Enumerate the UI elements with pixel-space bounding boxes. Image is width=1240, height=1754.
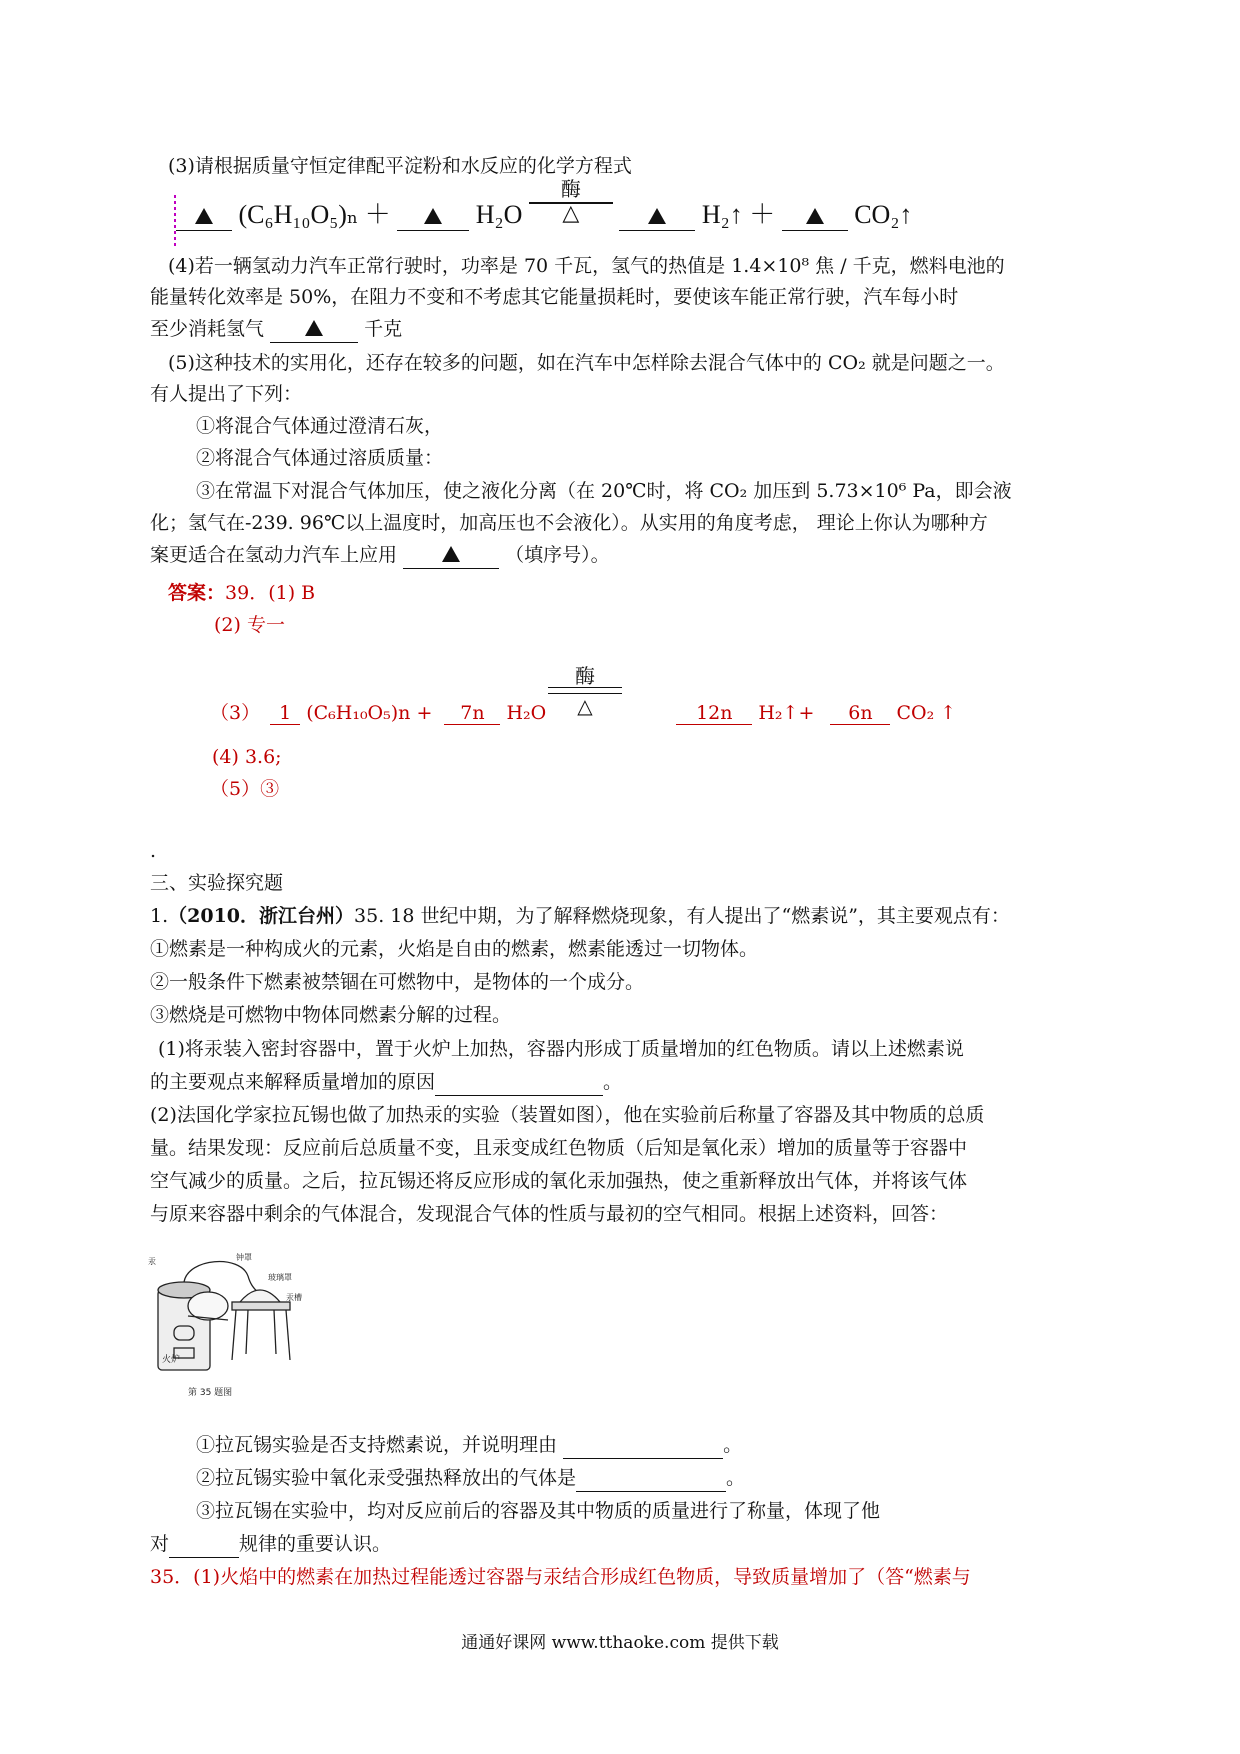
triangle-icon — [806, 208, 824, 224]
q5-line1: (5)这种技术的实用化，还存在较多的问题，如在汽车中怎样除去混合气体中的 CO₂ 就是问题之一。 — [168, 352, 1005, 374]
label-furnace: 火炉 — [162, 1355, 181, 1365]
subq-1-period: 。 — [723, 1434, 743, 1456]
answer-product-2: CO₂ ↑ — [896, 702, 957, 724]
released-gas-blank[interactable] — [576, 1465, 726, 1492]
q5-option-1: ①将混合气体通过澄清石灰， — [196, 415, 444, 437]
coef-blank-2[interactable] — [397, 200, 469, 231]
subq-1-text: ①拉瓦锡实验是否支持燃素说，并说明理由 — [196, 1434, 558, 1456]
answer-equation — [210, 698, 956, 725]
figure-caption: 第 35 题图 — [188, 1388, 233, 1398]
problem1-q1-line2 — [150, 1069, 622, 1096]
answer-reactant-1: (C₆H₁₀O₅)n + — [306, 702, 433, 724]
problem1-q2-line3: 空气减少的质量。之后，拉瓦锡还将反应形成的氧化汞加强热，使之重新释放出气体，并将该气体 — [150, 1170, 968, 1192]
q5-option-3-line3 — [150, 542, 610, 569]
answer-35: 35．(1)火焰中的燃素在加热过程能透过容器与汞结合形成红色物质，导致质量增加了（答“燃素与 — [150, 1566, 971, 1588]
triangle-icon — [305, 320, 323, 336]
problem-source: （2010．浙江台州） — [168, 905, 355, 927]
answer-condition-enzyme: 酶 — [575, 664, 595, 688]
triangle-icon — [442, 546, 460, 562]
subq-3-suffix: 规律的重要认识。 — [239, 1533, 392, 1555]
problem-number: 1. — [150, 905, 169, 927]
q4-line2: 能量转化效率是 50%，在阻力不变和不考虑其它能量损耗时，要使该车能正常行驶，汽车每小时 — [150, 286, 959, 308]
plus-sign: ＋ — [364, 200, 391, 229]
coef-blank-4[interactable] — [782, 200, 848, 231]
condition-enzyme: 酶 — [560, 179, 581, 201]
equals-bar-top — [548, 687, 622, 688]
subq-2-text: ②拉瓦锡实验中氧化汞受强热释放出的气体是 — [196, 1467, 577, 1489]
chemical-equation — [176, 179, 913, 231]
phlogiston-point-2: ②一般条件下燃素被禁锢在可燃物中，是物体的一个成分。 — [150, 971, 645, 993]
law-blank[interactable] — [169, 1531, 239, 1558]
triangle-icon — [424, 208, 442, 224]
apparatus-drawing — [148, 1250, 308, 1400]
product-co2: CO₂↑ — [854, 200, 913, 229]
subq-2 — [196, 1465, 745, 1492]
answer-condition-heat: △ — [577, 694, 593, 718]
q5-line3-text: 案更适合在氢动力汽车上应用 — [150, 544, 398, 566]
reactant-starch: (C₆H₁₀O₅)ₙ — [238, 200, 359, 229]
q5-line3-suffix: （填序号）。 — [505, 544, 610, 566]
problem-intro-text: 35. 18 世纪中期，为了解释燃烧现象，有人提出了“燃素说”，其主要观点有： — [354, 905, 1010, 927]
answer-line5: （5）③ — [210, 778, 280, 800]
label-glass: 玻璃罩 — [268, 1273, 292, 1282]
label-bell: 钟罩 — [236, 1253, 252, 1262]
page-footer: 通通好课网 www.tthaoke.com 提供下载 — [461, 1633, 779, 1653]
answer-line4: (4) 3.6; — [212, 746, 282, 768]
q5-line2: 有人提出了下列： — [150, 383, 303, 405]
section-heading: 三、实验探究题 — [150, 872, 284, 894]
subq-3-prefix: 对 — [150, 1533, 170, 1555]
problem1-q2-line1: (2)法国化学家拉瓦锡也做了加热汞的实验（装置如图），他在实验前后称量了容器及其中物质的总质 — [150, 1104, 985, 1126]
stray-dot: . — [150, 840, 157, 862]
answer-line2: (2) 专一 — [214, 614, 285, 636]
answer-product-1: H₂↑+ — [758, 702, 815, 724]
answer-coef-3: 12n — [676, 702, 752, 725]
answer-reactant-2: H₂O — [506, 702, 547, 724]
q5-option-3-line1: ③在常温下对混合气体加压，使之液化分离（在 20℃时，将 CO₂ 加压到 5.73×10⁶ Pa，即会液 — [196, 480, 1012, 502]
coef-blank-1[interactable] — [176, 200, 232, 231]
triangle-icon — [648, 208, 666, 224]
reactant-water: H₂O — [475, 200, 523, 229]
problem1-q2-line2: 量。结果发现：反应前后总质量不变，且汞变成红色物质（后知是氧化汞）增加的质量等于容器中 — [150, 1137, 968, 1159]
answer-line1 — [168, 580, 315, 606]
answer-coef-4: 6n — [830, 702, 890, 725]
subq-3-line2 — [150, 1531, 391, 1558]
subq-1 — [196, 1432, 742, 1459]
reason-blank[interactable] — [435, 1069, 603, 1096]
q4-unit: 千克 — [364, 318, 403, 340]
answer-coef-1: 1 — [270, 702, 300, 725]
triangle-icon — [195, 208, 213, 224]
answer-label: 答案： — [168, 582, 226, 604]
problem1-q1-line1: (1)将汞装入密封容器中，置于火炉上加热，容器内形成丁质量增加的红色物质。请以上述燃素说 — [158, 1038, 964, 1060]
support-reason-blank[interactable] — [563, 1432, 723, 1459]
answer-1: 39．(1) B — [225, 582, 316, 604]
option-choice-blank[interactable] — [403, 542, 499, 569]
hydrogen-mass-blank[interactable] — [270, 316, 358, 343]
q1-line2-text: 的主要观点来解释质量增加的原因 — [150, 1071, 436, 1093]
q5-option-3-line2: 化；氢气在-239. 96℃以上温度时，加高压也不会液化）。从实用的角度考虑， 理论上你认为哪种方 — [150, 512, 988, 534]
lavoisier-apparatus-figure — [148, 1250, 308, 1400]
problem1-q2-line4: 与原来容器中剩余的气体混合，发现混合气体的性质与最初的空气相同。根据上述资料，回答： — [150, 1203, 949, 1225]
condition-heat: △ — [562, 200, 580, 225]
answer-coef-2: 7n — [444, 702, 500, 725]
subq-2-period: 。 — [726, 1467, 746, 1489]
problem1-intro — [150, 903, 1010, 929]
product-hydrogen: H₂↑ — [701, 200, 743, 229]
q3-prompt: (3)请根据质量守恒定律配平淀粉和水反应的化学方程式 — [168, 155, 632, 177]
plus-sign-2: ＋ — [749, 200, 776, 229]
phlogiston-point-3: ③燃烧是可燃物中物体同燃素分解的过程。 — [150, 1004, 512, 1026]
phlogiston-point-1: ①燃素是一种构成火的元素，火焰是自由的燃素，燃素能透过一切物体。 — [150, 938, 759, 960]
answer-3-prefix: （3） — [210, 702, 261, 724]
q4-line1: (4)若一辆氢动力汽车正常行驶时，功率是 70 千瓦，氢气的热值是 1.4×10⁸ 焦 / 千克，燃料电池的 — [168, 255, 1005, 277]
coef-blank-3[interactable] — [619, 200, 695, 231]
q5-option-2: ②将混合气体通过溶质质量： — [196, 447, 444, 469]
label-mercury: 汞 — [148, 1257, 156, 1266]
q4-line3 — [150, 316, 402, 343]
label-trough: 汞槽 — [286, 1293, 302, 1302]
q1-period: 。 — [603, 1071, 623, 1093]
reaction-condition — [529, 179, 613, 231]
q4-line3-text: 至少消耗氢气 — [150, 318, 265, 340]
subq-3-line1: ③拉瓦锡在实验中，均对反应前后的容器及其中物质的质量进行了称量，体现了他 — [196, 1500, 881, 1522]
